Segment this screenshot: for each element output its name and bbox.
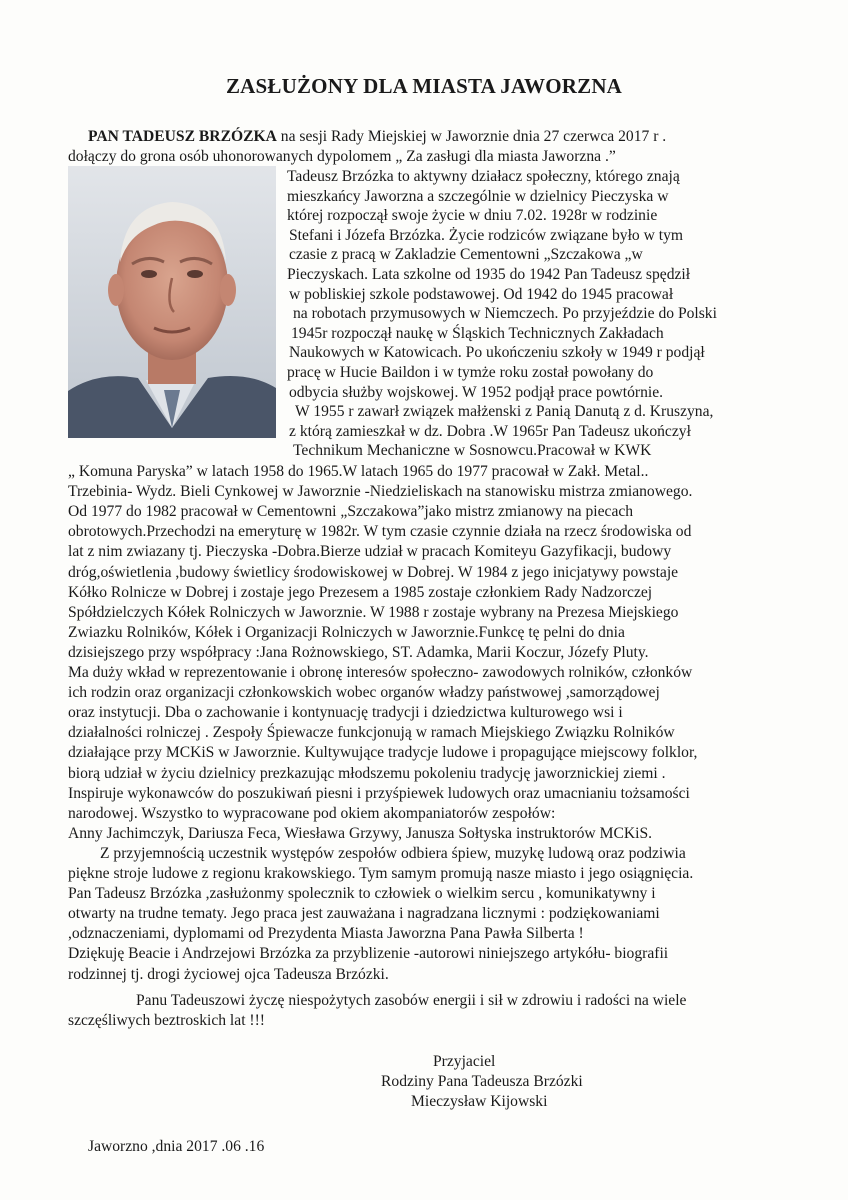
portrait-illustration bbox=[68, 166, 276, 438]
signature-line-2: Rodziny Pana Tadeusza Brzózki bbox=[381, 1073, 583, 1090]
place-date: Jaworzno ,dnia 2017 .06 .16 bbox=[88, 1138, 265, 1155]
text-line: Anny Jachimczyk, Dariusza Feca, Wiesława Grzywy, Janusza Sołtyska instruktorów MCKiS. bbox=[68, 824, 653, 842]
text-line: ,odznaczeniami, dyplomami od Prezydenta Miasta Jaworzna Pana Pawła Silberta ! bbox=[68, 925, 584, 943]
text-line: w pobliskiej szkole podstawowej. Od 1942 do 1945 pracował bbox=[289, 285, 674, 303]
text-line: piękne stroje ludowe z regionu krakowskiego. Tym samym promują nasze miasto i jego osiągnięcia. bbox=[68, 865, 694, 882]
text-line: Ma duży wkład w reprezentowanie i obronę interesów społeczno- zawodowych rolników, członków bbox=[68, 664, 693, 681]
text-line: z którą zamieszkał w dz. Dobra .W 1965r Pan Tadeusz ukończył bbox=[289, 422, 691, 440]
text-line: pracę w Hucie Baildon i w tymże roku został powołany do bbox=[287, 364, 654, 381]
text-line: dróg,oświetlenia ,budowy świetlicy środowiskowej w Dobrej. W 1984 z jego inicjatywy powstaje bbox=[68, 563, 679, 581]
text-line: której rozpoczął swoje życie w dniu 7.02. 1928r w rodzinie bbox=[287, 207, 658, 225]
text-line: Od 1977 do 1982 pracował w Cementowni „Szczakowa”jako mistrz zmianowy na piecach bbox=[68, 503, 634, 521]
text-line: Tadeusz Brzózka to aktywny działacz społeczny, którego znają bbox=[287, 168, 680, 185]
portrait-photo bbox=[68, 166, 276, 438]
text-line: Panu Tadeuszowi życzę niespożytych zasobów energii i sił w zdrowiu i radości na wiele bbox=[136, 991, 687, 1009]
text-line: Pan Tadeusz Brzózka ,zasłużonmy spolecznik to człowiek o wielkim sercu , komunikatywny i bbox=[68, 885, 656, 903]
text-line: 1945r rozpoczął naukę w Śląskich Technicznych Zakładach bbox=[291, 324, 664, 342]
text-line: Trzebinia- Wydz. Bieli Cynkowej w Jaworznie -Niedzieliskach na stanowisku mistrza zmianowego. bbox=[68, 483, 693, 501]
text-line: Stefani i Józefa Brzózka. Życie rodziców związane było w tym bbox=[289, 226, 684, 244]
text-line: otwarty na trudne tematy. Jego praca jest zauważana i nagradzana licznymi : podziękowaniami bbox=[68, 905, 660, 923]
text-line: na robotach przymusowych w Niemczech. Po przyjeździe do Polski bbox=[293, 305, 717, 323]
page-title: ZASŁUŻONY DLA MIASTA JAWORZNA bbox=[225, 74, 623, 98]
signature-line-3: Mieczysław Kijowski bbox=[411, 1093, 548, 1110]
text-line: narodowej. Wszystko to wypracowane pod okiem akompaniatorów zespołów: bbox=[68, 804, 556, 822]
text-line: Pieczyskach. Lata szkolne od 1935 do 1942 Pan Tadeusz spędził bbox=[287, 266, 691, 283]
text-line: Dziękuję Beacie i Andrzejowi Brzózka za przyblizenie -autorowi niniejszego artykółu- biografii bbox=[68, 945, 669, 963]
text-line: działające przy MCKiS w Jaworznie. Kultywujące tradycje ludowe i propagujące miejscowy folklor, bbox=[68, 744, 698, 762]
intro-line-1 bbox=[88, 127, 666, 146]
text-line: Kółko Rolnicze w Dobrej i zostaje jego Prezesem a 1985 zostaje członkiem Rady Nadzorczej bbox=[68, 583, 653, 601]
text-line: Zwiazku Rolników, Kółek i Organizacji Rolniczych w Jaworznie.Funkcę tę pelni do dnia bbox=[68, 623, 625, 641]
text-line: Technikum Mechaniczne w Sosnowcu.Pracował w KWK bbox=[293, 442, 652, 460]
text-line: W 1955 r zawarł związek małżenski z Panią Danutą z d. Kruszyna, bbox=[295, 403, 714, 421]
intro-line-2: dołączy do grona osób uhonorowanych dypolomem „ Za zasługi dla miasta Jaworzna .” bbox=[68, 148, 616, 165]
text-line: oraz instytucji. Dba o zachowanie i kontynuację tradycji i dziedzictwa kulturowego wsi i bbox=[68, 704, 623, 722]
text-line: Naukowych w Katowicach. Po ukończeniu szkoły w 1949 r podjął bbox=[289, 344, 705, 362]
intro-name: PAN TADEUSZ BRZÓZKA bbox=[88, 128, 277, 145]
text-line: Z przyjemnością uczestnik występów zespołów odbiera śpiew, muzykę ludową oraz podziwia bbox=[100, 844, 686, 862]
text-line: ich rodzin oraz organizacji członkowskich wobec organów władzy państwowej ,samorządowej bbox=[68, 684, 660, 702]
text-line: dzisiejszego przy współpracy :Jana Rożnowskiego, ST. Adamka, Marii Koczur, Józefy Pluty. bbox=[68, 643, 649, 661]
text-line: odbycia służby wojskowej. W 1952 podjął prace powtórnie. bbox=[289, 383, 664, 401]
text-line: lat z nim zwiazany tj. Pieczyska -Dobra.Bierze udział w pracach Komiteyu Gazyfikacji, budowy bbox=[68, 543, 672, 561]
text-line: mieszkańcy Jaworzna a szczególnie w dzielnicy Pieczyska w bbox=[287, 187, 669, 205]
text-line: biorą udział w życiu dzielnicy prezkazując młodszemu pokoleniu tradycję jaworznickiej ziemi . bbox=[68, 764, 666, 782]
text-line: rodzinnej tj. drogi życiowej ojca Tadeusza Brzózki. bbox=[68, 965, 389, 983]
text-line: czasie z pracą w Zakladzie Cementowni „Szczakowa „w bbox=[289, 246, 643, 264]
text-line: Spółdzielczych Kółek Rolniczych w Jaworznie. W 1988 r zostaje wybrany na Prezesa Miejskiego bbox=[68, 603, 679, 621]
text-line: szczęśliwych beztroskich lat !!! bbox=[68, 1011, 266, 1029]
signature-line-1: Przyjaciel bbox=[433, 1053, 496, 1070]
text-line: „ Komuna Paryska” w latach 1958 do 1965.W latach 1965 do 1977 pracował w Zakł. Metal.. bbox=[68, 463, 649, 480]
intro-rest: na sesji Rady Miejskiej w Jaworznie dnia 27 czerwca 2017 r . bbox=[276, 128, 667, 145]
text-line: obrotowych.Przechodzi na emeryturę w 1982r. W tym czasie czynnie działa na rzecz środowiska od bbox=[68, 523, 692, 541]
text-line: działalności rolniczej . Zespoły Śpiewacze funkcjonują w ramach Miejskiego Związku Rolników bbox=[68, 724, 675, 742]
text-line: Inspiruje wykonawców do poszukiwań piesni i przyśpiewek ludowych oraz umacnianiu tożsamości bbox=[68, 784, 690, 802]
